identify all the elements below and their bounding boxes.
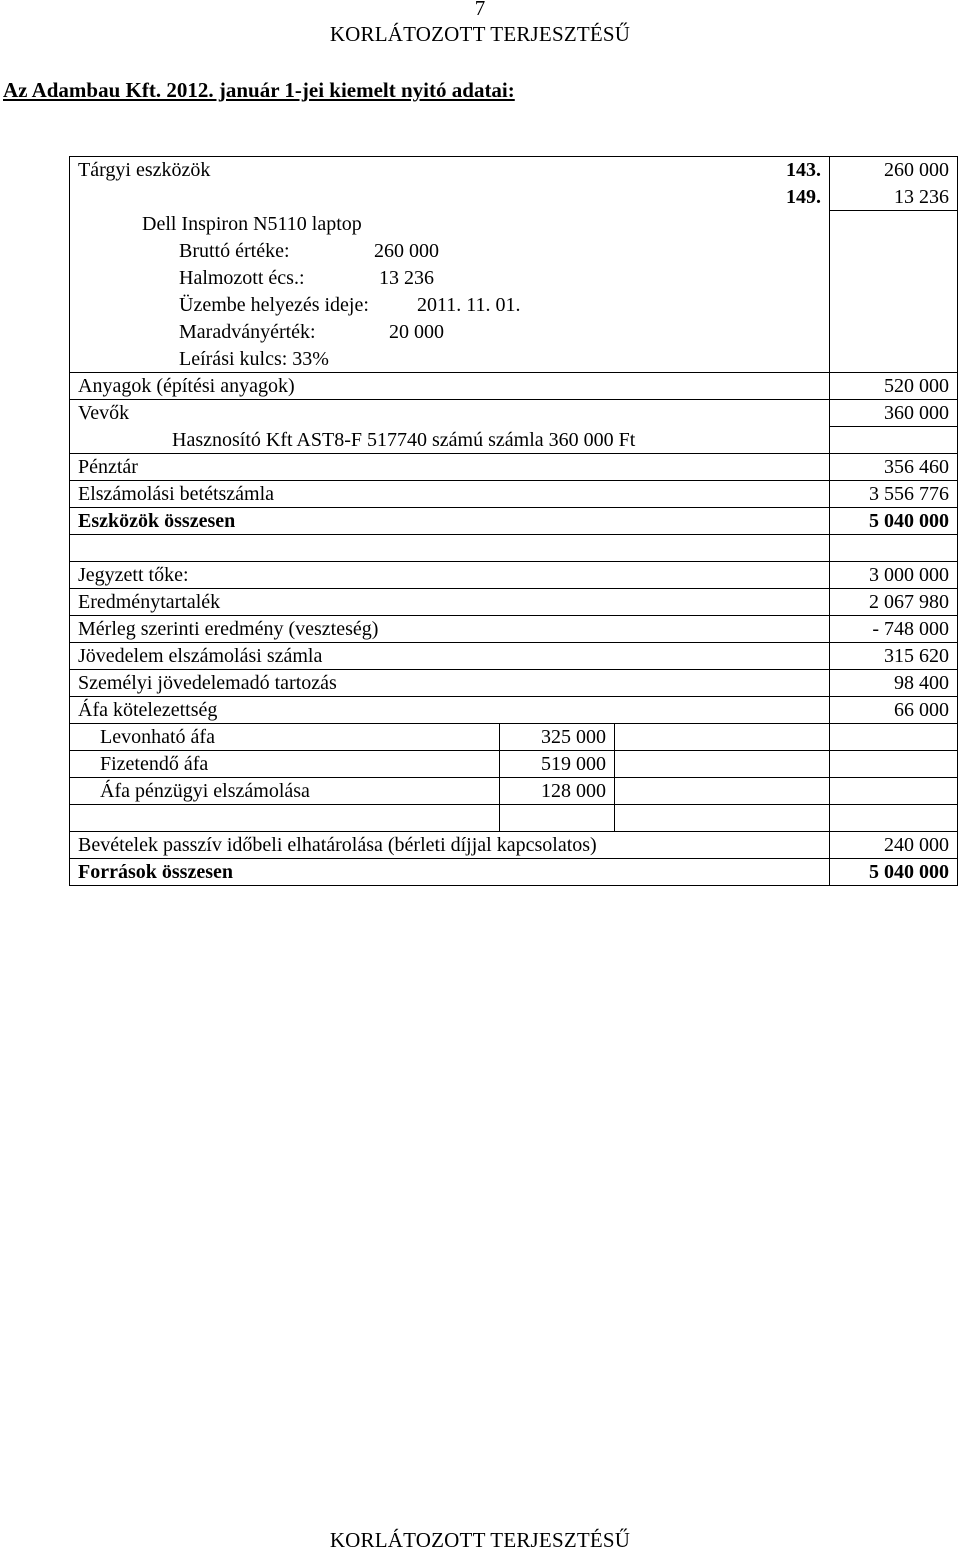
table-row [70,562,958,589]
liabilities-total-value: 5 040 000 [830,859,958,886]
table-row [70,454,958,481]
receivables-value: 360 000 [830,400,958,427]
receivables-label: Vevők [70,400,830,427]
fixed-assets-value-143: 260 000 [830,157,958,184]
cash-value: 356 460 [830,454,958,481]
bank-value: 3 556 776 [830,481,958,508]
laptop-depreciation-value: 13 236 [379,267,434,289]
result-label: Mérleg szerinti eredmény (veszteség) [70,616,830,643]
table-row [70,535,958,562]
table-row [70,751,958,778]
table-row [70,373,958,400]
table-row [70,697,958,724]
deferred-income-value: 240 000 [830,832,958,859]
table-row [70,400,958,427]
laptop-residual-value: 20 000 [389,321,444,343]
table-row [70,238,958,265]
pit-label: Személyi jövedelemadó tartozás [70,670,830,697]
table-row [70,346,958,373]
pit-value: 98 400 [830,670,958,697]
fixed-assets-value-149: 13 236 [830,184,958,211]
materials-value: 520 000 [830,373,958,400]
table-row [70,643,958,670]
laptop-depreciation-label: Halmozott écs.: [179,267,305,289]
vat-item-value: 519 000 [500,751,615,778]
table-row [70,670,958,697]
table-row [70,589,958,616]
vat-item-label: Levonható áfa [70,724,500,751]
table-row [70,481,958,508]
vat-item-value: 128 000 [500,778,615,805]
table-row [70,859,958,886]
table-row [70,211,958,238]
vat-value: 66 000 [830,697,958,724]
fixed-assets-label: Tárgyi eszközök [70,157,615,184]
table-row [70,292,958,319]
laptop-date-value: 2011. 11. 01. [417,294,521,316]
materials-label: Anyagok (építési anyagok) [70,373,830,400]
vat-item-label: Fizetendő áfa [70,751,500,778]
table-row [70,508,958,535]
vat-label: Áfa kötelezettség [70,697,830,724]
opening-balance-table [69,156,958,886]
restriction-footer: KORLÁTOZOTT TERJESZTÉSŰ [329,1528,631,1552]
vat-item-label: Áfa pénzügyi elszámolása [70,778,500,805]
table-row [70,616,958,643]
laptop-gross-label: Bruttó értéke: [179,240,290,262]
table-row [70,319,958,346]
capital-value: 3 000 000 [830,562,958,589]
laptop-residual-label: Maradványérték: [179,321,316,343]
fixed-assets-account-149: 149. [615,184,830,211]
table-row [70,157,958,184]
laptop-gross-value: 260 000 [374,240,439,262]
table-row [70,778,958,805]
laptop-rate: Leírási kulcs: 33% [70,346,830,373]
table-row [70,184,958,211]
receivables-detail: Hasznosító Kft AST8-F 517740 számú számla 360 000 Ft [70,427,830,454]
assets-total-value: 5 040 000 [830,508,958,535]
laptop-date-label: Üzembe helyezés ideje: [179,294,369,316]
retained-earnings-value: 2 067 980 [830,589,958,616]
assets-total-label: Eszközök összesen [70,508,830,535]
table-row [70,805,958,832]
fixed-assets-account-143: 143. [615,157,830,184]
capital-label: Jegyzett tőke: [70,562,830,589]
page-number: 7 [474,0,486,20]
vat-item-value: 325 000 [500,724,615,751]
table-row [70,427,958,454]
income-account-value: 315 620 [830,643,958,670]
liabilities-total-label: Források összesen [70,859,830,886]
income-account-label: Jövedelem elszámolási számla [70,643,830,670]
restriction-header: KORLÁTOZOTT TERJESZTÉSŰ [329,22,631,46]
result-value: - 748 000 [830,616,958,643]
table-row [70,832,958,859]
laptop-name: Dell Inspiron N5110 laptop [70,211,830,238]
cash-label: Pénztár [70,454,830,481]
table-row [70,724,958,751]
deferred-income-label: Bevételek passzív időbeli elhatárolása (bérleti díjjal kapcsolatos) [70,832,830,859]
table-row [70,265,958,292]
bank-label: Elszámolási betétszámla [70,481,830,508]
retained-earnings-label: Eredménytartalék [70,589,830,616]
document-intro-heading: Az Adambau Kft. 2012. január 1-jei kiemelt nyitó adatai: [3,78,515,102]
